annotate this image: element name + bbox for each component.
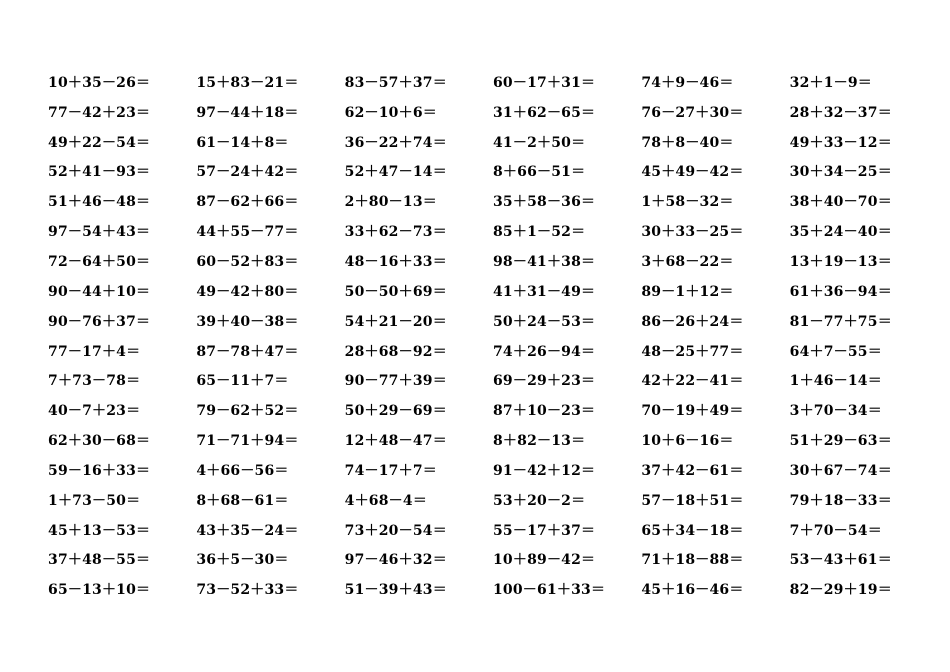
math-problem: 77－42＋23＝	[48, 104, 151, 121]
math-problem: 64＋7－55＝	[789, 343, 882, 360]
math-problem: 70－19＋49＝	[641, 403, 744, 420]
problem-row	[48, 97, 938, 127]
problem-row	[48, 395, 938, 425]
math-problem: 43＋35－24＝	[196, 522, 299, 539]
math-problem: 32＋1－9＝	[789, 74, 873, 91]
math-problem: 86－26＋24＝	[641, 313, 744, 330]
math-problem: 49＋33－12＝	[789, 134, 892, 151]
math-problem: 89－1＋12＝	[641, 283, 734, 300]
math-problem: 1＋46－14＝	[789, 373, 882, 390]
math-problem: 87＋10－23＝	[492, 403, 596, 420]
math-problem: 4＋68－4＝	[344, 492, 428, 509]
math-problem: 7＋70－54＝	[789, 522, 882, 539]
problem-row	[48, 515, 938, 545]
math-problem: 62－10＋6＝	[344, 104, 437, 121]
math-problem: 49＋22－54＝	[48, 134, 151, 151]
math-problem: 31＋62－65＝	[492, 104, 596, 121]
math-problem: 82－29＋19＝	[789, 582, 892, 599]
math-problem: 100－61＋33＝	[492, 582, 606, 599]
math-problem: 59－16＋33＝	[48, 462, 151, 479]
math-problem: 44＋55－77＝	[196, 224, 299, 241]
math-problem: 28＋32－37＝	[789, 104, 892, 121]
math-problem: 97－54＋43＝	[48, 224, 151, 241]
math-problem: 38＋40－70＝	[789, 194, 892, 211]
math-problem: 28＋68－92＝	[344, 343, 447, 360]
problem-row	[48, 545, 938, 575]
math-problem: 73＋20－54＝	[344, 522, 447, 539]
problem-row	[48, 246, 938, 276]
problem-row	[48, 574, 938, 604]
math-problem: 71－71＋94＝	[196, 433, 299, 450]
math-problem: 55－17＋37＝	[492, 522, 596, 539]
math-problem: 8＋66－51＝	[492, 164, 586, 181]
problem-row	[48, 336, 938, 366]
problem-row	[48, 157, 938, 187]
math-problem: 48－16＋33＝	[344, 253, 447, 270]
math-problem: 74＋26－94＝	[492, 343, 596, 360]
math-problem: 45＋16－46＝	[641, 582, 744, 599]
math-problem: 37＋42－61＝	[641, 462, 744, 479]
math-problem: 61＋36－94＝	[789, 283, 892, 300]
math-problem: 49－42＋80＝	[196, 283, 299, 300]
math-problem: 41－2＋50＝	[492, 134, 586, 151]
math-problem: 7＋73－78＝	[48, 373, 141, 390]
math-problem: 57－24＋42＝	[196, 164, 299, 181]
math-problem: 45＋49－42＝	[641, 164, 744, 181]
math-problem: 78＋8－40＝	[641, 134, 734, 151]
math-problem: 62＋30－68＝	[48, 433, 151, 450]
math-problem: 51＋29－63＝	[789, 433, 892, 450]
math-problem: 53＋20－2＝	[492, 492, 586, 509]
math-problem: 87－78＋47＝	[196, 343, 299, 360]
math-problem: 61－14＋8＝	[196, 134, 289, 151]
math-problem: 90－76＋37＝	[48, 313, 151, 330]
math-problem: 60－52＋83＝	[196, 253, 299, 270]
math-problem: 50＋24－53＝	[492, 313, 596, 330]
math-problem: 71＋18－88＝	[641, 552, 744, 569]
math-problem: 8＋68－61＝	[196, 492, 289, 509]
math-problem: 65＋34－18＝	[641, 522, 744, 539]
math-problem: 30＋34－25＝	[789, 164, 892, 181]
math-problem: 74－17＋7＝	[344, 462, 437, 479]
math-problem: 35＋58－36＝	[492, 194, 596, 211]
problem-row	[48, 216, 938, 246]
math-problem: 52＋47－14＝	[344, 164, 447, 181]
math-problem: 72－64＋50＝	[48, 253, 151, 270]
math-problem: 48－25＋77＝	[641, 343, 744, 360]
math-problem: 79＋18－33＝	[789, 492, 892, 509]
math-problem: 36＋5－30＝	[196, 552, 289, 569]
math-problem: 4＋66－56＝	[196, 462, 289, 479]
math-problem: 91－42＋12＝	[492, 462, 596, 479]
math-problem: 65－13＋10＝	[48, 582, 151, 599]
math-problem: 53－43＋61＝	[789, 552, 892, 569]
math-problem: 1＋73－50＝	[48, 492, 141, 509]
math-problem: 10＋89－42＝	[492, 552, 596, 569]
problem-row	[48, 365, 938, 395]
math-problem: 10＋35－26＝	[48, 74, 151, 91]
math-problem: 3＋68－22＝	[641, 253, 734, 270]
math-problem: 50＋29－69＝	[344, 403, 447, 420]
math-problem: 2＋80－13＝	[344, 194, 437, 211]
problem-row	[48, 455, 938, 485]
math-problem: 42＋22－41＝	[641, 373, 744, 390]
math-problem: 13＋19－13＝	[789, 253, 892, 270]
math-problem: 10＋6－16＝	[641, 433, 734, 450]
math-problem: 15＋83－21＝	[196, 74, 299, 91]
math-problem: 97－46＋32＝	[344, 552, 447, 569]
problem-row	[48, 67, 938, 97]
math-problem: 51－39＋43＝	[344, 582, 447, 599]
math-problem: 73－52＋33＝	[196, 582, 299, 599]
math-problem: 33＋62－73＝	[344, 224, 447, 241]
math-problem: 52＋41－93＝	[48, 164, 151, 181]
problem-row	[48, 306, 938, 336]
math-problem: 77－17＋4＝	[48, 343, 141, 360]
math-problem: 40－7＋23＝	[48, 403, 141, 420]
math-problem: 98－41＋38＝	[492, 253, 596, 270]
math-problem: 30＋33－25＝	[641, 224, 744, 241]
problem-row	[48, 485, 938, 515]
math-problem: 76－27＋30＝	[641, 104, 744, 121]
math-problem: 3＋70－34＝	[789, 403, 882, 420]
problem-row	[48, 127, 938, 157]
math-problem: 90－77＋39＝	[344, 373, 447, 390]
math-problem: 97－44＋18＝	[196, 104, 299, 121]
math-problem: 60－17＋31＝	[492, 74, 596, 91]
math-problem: 65－11＋7＝	[196, 373, 289, 390]
math-problem: 50－50＋69＝	[344, 283, 447, 300]
math-problem: 41＋31－49＝	[492, 283, 596, 300]
math-problem: 69－29＋23＝	[492, 373, 596, 390]
worksheet	[48, 67, 938, 604]
math-problem: 39＋40－38＝	[196, 313, 299, 330]
math-problem: 57－18＋51＝	[641, 492, 744, 509]
problem-row	[48, 425, 938, 455]
math-problem: 54＋21－20＝	[344, 313, 447, 330]
math-problem: 35＋24－40＝	[789, 224, 892, 241]
problem-row	[48, 186, 938, 216]
math-problem: 51＋46－48＝	[48, 194, 151, 211]
math-problem: 37＋48－55＝	[48, 552, 151, 569]
math-problem: 79－62＋52＝	[196, 403, 299, 420]
math-problem: 81－77＋75＝	[789, 313, 892, 330]
math-problem: 8＋82－13＝	[492, 433, 586, 450]
math-problem: 74＋9－46＝	[641, 74, 734, 91]
math-problem: 12＋48－47＝	[344, 433, 447, 450]
math-problem: 30＋67－74＝	[789, 462, 892, 479]
math-problem: 90－44＋10＝	[48, 283, 151, 300]
problem-row	[48, 276, 938, 306]
math-problem: 85＋1－52＝	[492, 224, 586, 241]
math-problem: 45＋13－53＝	[48, 522, 151, 539]
math-problem: 83－57＋37＝	[344, 74, 447, 91]
math-problem: 87－62＋66＝	[196, 194, 299, 211]
math-problem: 1＋58－32＝	[641, 194, 734, 211]
math-problem: 36－22＋74＝	[344, 134, 447, 151]
